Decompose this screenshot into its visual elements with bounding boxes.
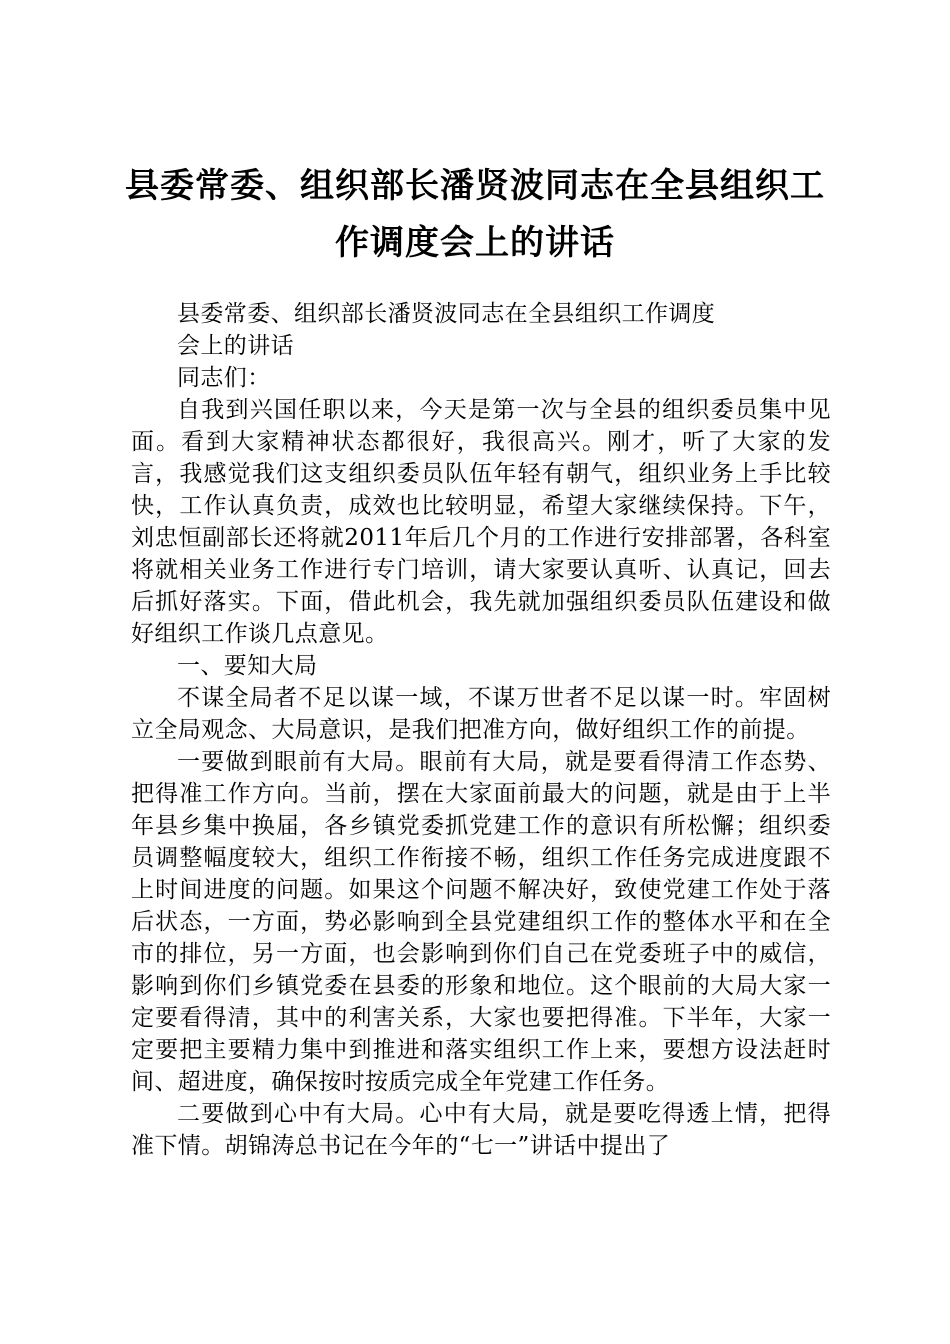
document-title-line: 作调度会上的讲话 bbox=[335, 223, 615, 263]
subtitle-line: 县委常委、组织部长潘贤波同志在全县组织工作调度 bbox=[177, 301, 716, 327]
body-paragraph: 自我到兴国任职以来，今天是第一次与全县的组织委员集中见面。看到大家精神状态都很好，我很高兴。刚才，听了大家的发言，我感觉我们这支组织委员队伍年轻有朝气，组织业务上手比较快，工作认真负责，成效也比较明显，希望大家继续保持。下午，刘忠恒副部长还将就2011年后几个月的工作进行安排部署，各科室将就相关业务工作进行专门培训，请大家要认真听、认真记，回去后抓好落实。下面，借此机会，我先就加强组织委员队伍建设和做好组织工作谈几点意见。 bbox=[131, 397, 831, 647]
body-paragraph: 不谋全局者不足以谋一域，不谋万世者不足以谋一时。牢固树立全局观念、大局意识，是我们把准方向，做好组织工作的前提。 bbox=[131, 685, 831, 743]
document-title bbox=[120, 158, 830, 272]
body-paragraph: 二要做到心中有大局。心中有大局，就是要吃得透上情，把得准下情。胡锦涛总书记在今年的“七一”讲话中提出了 bbox=[131, 1101, 831, 1159]
salutation: 同志们： bbox=[177, 365, 271, 391]
document-title-line: 县委常委、组织部长潘贤波同志在全县组织工 bbox=[125, 166, 825, 206]
document-body bbox=[131, 298, 831, 1162]
section-heading: 一、要知大局 bbox=[177, 653, 318, 679]
subtitle-line: 会上的讲话 bbox=[177, 333, 294, 359]
body-paragraph: 一要做到眼前有大局。眼前有大局，就是要看得清工作态势、把得准工作方向。当前，摆在大家面前最大的问题，就是由于上半年县乡集中换届，各乡镇党委抓党建工作的意识有所松懈；组织委员调整幅度较大，组织工作衔接不畅，组织工作任务完成进度跟不上时间进度的问题。如果这个问题不解决好，致使党建工作处于落后状态，一方面，势必影响到全县党建组织工作的整体水平和在全市的排位，另一方面，也会影响到你们自己在党委班子中的威信，影响到你们乡镇党委在县委的形象和地位。这个眼前的大局大家一定要看得清，其中的利害关系，大家也要把得准。下半年，大家一定要把主要精力集中到推进和落实组织工作上来，要想方设法赶时间、超进度，确保按时按质完成全年党建工作任务。 bbox=[131, 749, 831, 1095]
